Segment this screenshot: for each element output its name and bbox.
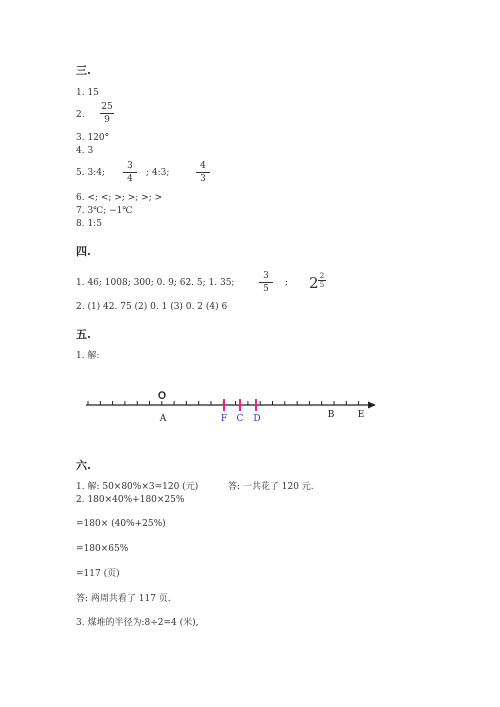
mixed-whole: 2 [309, 274, 319, 292]
answer-3-7: 7. 3℃; −1℃ [76, 206, 133, 216]
answer-6-2-step2: =180×65% [76, 544, 129, 554]
answer-6-3: 3. 煤堆的半径为:8÷2=4 (米), [76, 618, 199, 628]
mixed-fraction [318, 272, 326, 289]
answer-3-3: 3. 120° [76, 133, 110, 143]
answer-4-2: 2. (1) 42. 75 (2) 0. 1 (3) 0. 2 (4) 6 [76, 302, 228, 312]
label-a: A [159, 414, 167, 424]
answer-3-8: 8. 1:5 [76, 219, 102, 229]
answer-4-1: 1. 46; 1008; 300; 0. 9; 62. 5; 1. 35; [76, 278, 235, 288]
answer-3-4: 4. 3 [76, 146, 94, 156]
fraction-bar [100, 113, 114, 114]
fraction-numerator: 3 [263, 271, 269, 281]
fraction-denominator: 5 [263, 284, 269, 294]
answer-6-1-reply: 答: 一共花了 120 元. [228, 482, 314, 492]
fraction-numerator: 4 [200, 161, 206, 171]
number-line-arrow [368, 402, 376, 409]
label-c: C [236, 414, 244, 424]
fraction-3-4 [123, 161, 137, 184]
mixed-number-2-2-5 [309, 272, 329, 294]
fraction-3-5 [259, 271, 273, 294]
answer-4-1-sep: ; [285, 278, 289, 288]
answer-3-5-label: 5. 3:4; [76, 168, 105, 178]
fraction-4-3 [196, 161, 210, 184]
number-line [80, 385, 380, 425]
section-title-5: 五. [76, 328, 91, 341]
answer-5-1: 1. 解: [76, 351, 100, 361]
fraction-denominator: 4 [127, 174, 133, 184]
section-title-3: 三. [76, 64, 91, 77]
fraction-numerator: 3 [127, 161, 133, 171]
fraction-denominator: 9 [104, 115, 110, 125]
fraction-bar [196, 172, 210, 173]
label-o: O [158, 392, 166, 402]
fraction-numerator: 2 [319, 272, 325, 280]
section-title-6: 六. [76, 459, 91, 472]
answer-3-6: 6. <; <; >; >; >; > [76, 193, 163, 203]
label-b: B [327, 410, 335, 420]
answer-6-2-step3: =117 (页) [76, 569, 120, 579]
fraction-bar [259, 282, 273, 283]
answer-6-2-reply: 答: 两周共看了 117 页. [76, 594, 171, 604]
label-e: E [357, 410, 365, 420]
answer-6-2: 2. 180×40%+180×25% [76, 495, 185, 505]
label-d: D [253, 414, 261, 424]
answer-6-1: 1. 解: 50×80%×3=120 (元) [76, 482, 199, 492]
answer-3-5-mid: ; 4:3; [146, 168, 170, 178]
section-title-4: 四. [76, 245, 91, 258]
answer-3-1: 1. 15 [76, 88, 99, 98]
answer-6-2-step1: =180× (40%+25%) [76, 519, 166, 529]
answer-3-2-label: 2. [76, 110, 85, 120]
fraction-denominator: 5 [319, 281, 325, 289]
fraction-bar [123, 172, 137, 173]
fraction-denominator: 3 [200, 174, 206, 184]
fraction-numerator: 25 [101, 102, 113, 112]
label-f: F [220, 414, 228, 424]
fraction-25-9 [100, 102, 114, 125]
